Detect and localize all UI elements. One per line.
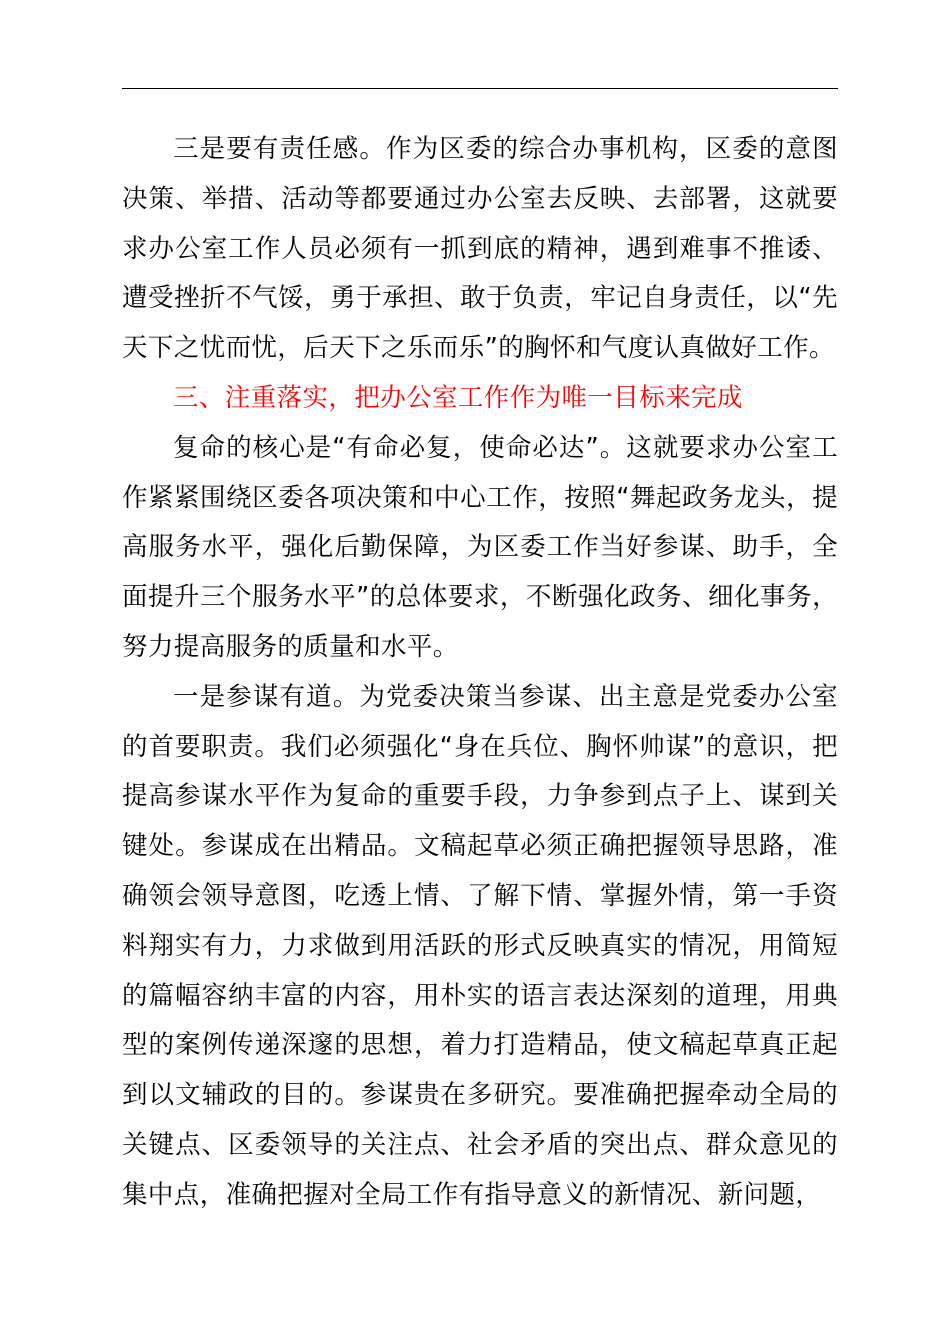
- header-rule: [122, 88, 838, 89]
- paragraph-advisory: 一是参谋有道。为党委决策当参谋、出主意是党委办公室的首要职责。我们必须强化“身在兵位、胸怀帅谋”的意识，把提高参谋水平作为复命的重要手段，力争参到点子上、谋到关键处。参谋成在出精品。文稿起草必须正确把握领导思路，准确领会领导意图，吃透上情、了解下情、掌握外情，第一手资料翔实有力，力求做到用活跃的形式反映真实的情况，用简短的篇幅容纳丰富的内容，用朴实的语言表达深刻的道理，用典型的案例传递深邃的思想，着力打造精品，使文稿起草真正起到以文辅政的目的。参谋贵在多研究。要准确把握牵动全局的关键点、区委领导的关注点、社会矛盾的突出点、群众意见的集中点，准确把握对全局工作有指导意义的新情况、新问题，: [122, 681, 838, 1210]
- document-body: [122, 125, 838, 1221]
- paragraph-mission-core: 复命的核心是“有命必复，使命必达”。这就要求办公室工作紧紧围绕区委各项决策和中心工作，按照“舞起政务龙头，提高服务水平，强化后勤保障，为区委工作当好参谋、助手，全面提升三个服务水平”的总体要求，不断强化政务、细化事务，努力提高服务的质量和水平。: [122, 432, 838, 662]
- paragraph-responsibility: 三是要有责任感。作为区委的综合办事机构，区委的意图决策、举措、活动等都要通过办公室去反映、去部署，这就要求办公室工作人员必须有一抓到底的精神，遇到难事不推诿、遭受挫折不气馁，勇于承担、敢于负责，牢记自身责任，以“先天下之忧而忧，后天下之乐而乐”的胸怀和气度认真做好工作。: [122, 134, 838, 364]
- section-heading-implementation: 三、注重落实，把办公室工作作为唯一目标来完成: [173, 382, 743, 413]
